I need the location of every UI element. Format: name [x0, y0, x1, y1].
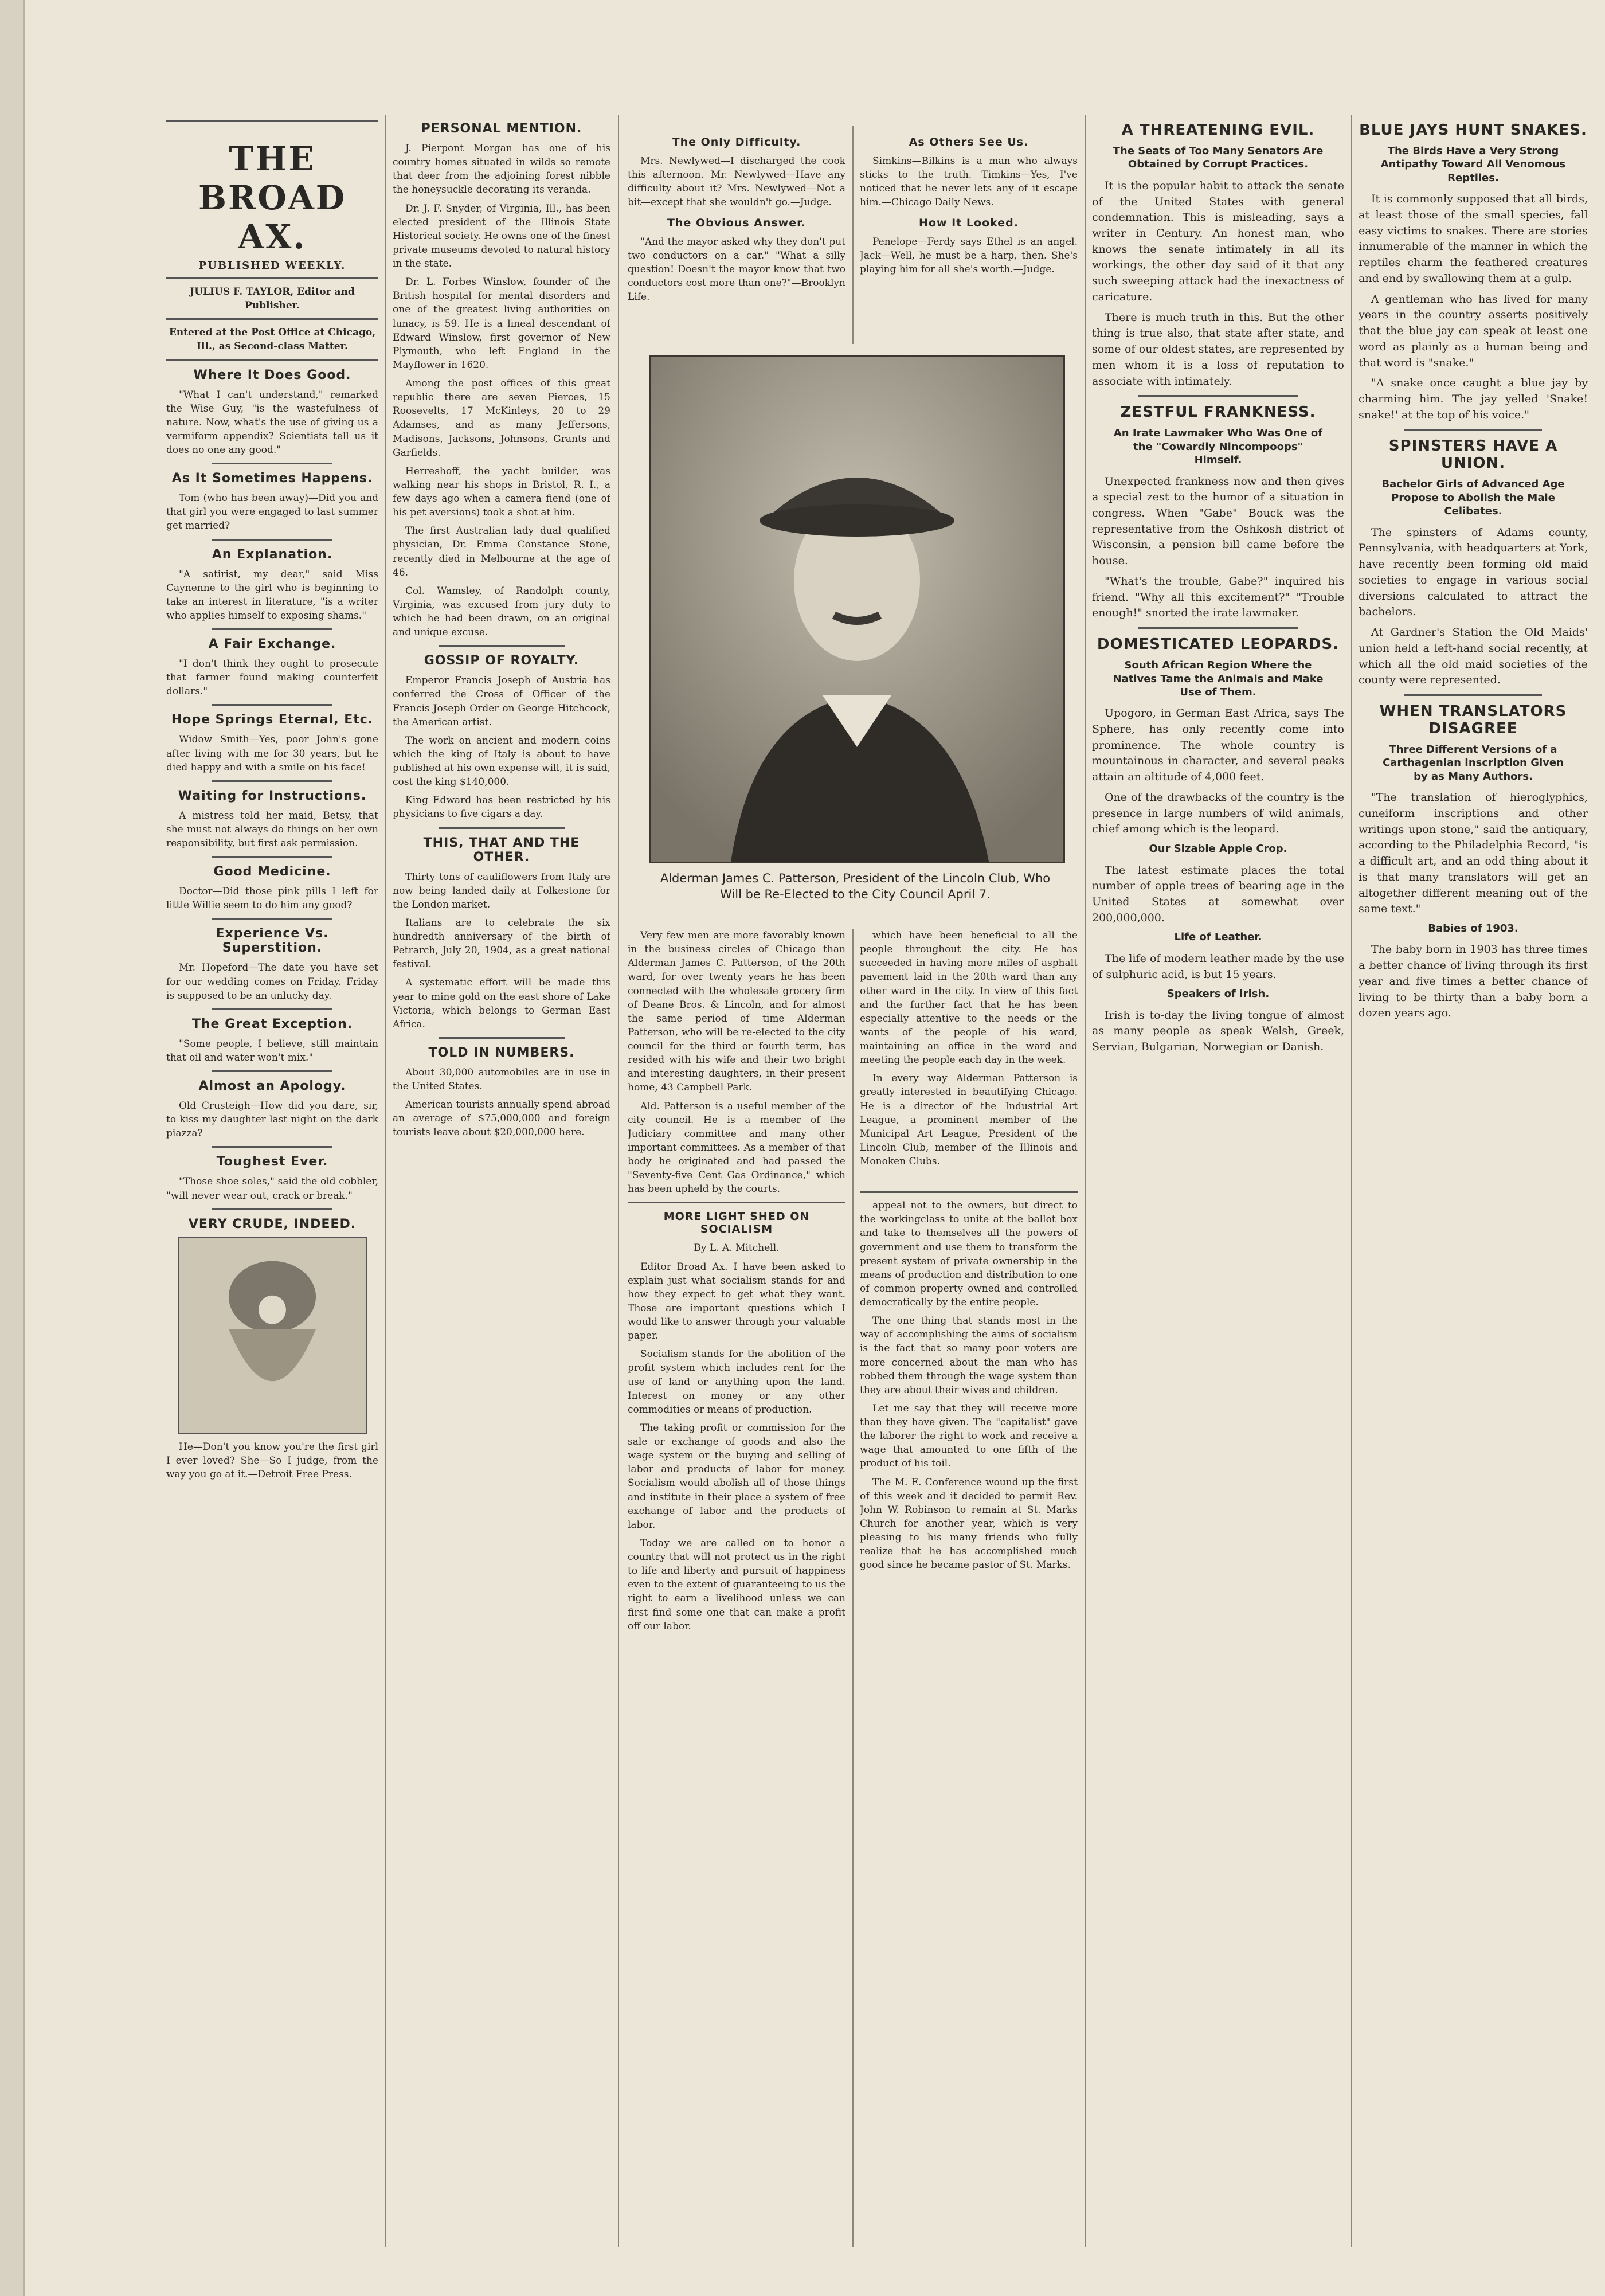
paragraph: Dr. L. Forbes Winslow, founder of the British hospital for mental disorders and one of the greatest living authorities on lunacy, is 59. He is a lineal descendant of Edward Winslow, first governor of New Plymouth, who left England in the Mayflower in 1620. [393, 276, 610, 371]
article-text: Doctor—Did those pink pills I left for little Willie seem to do him any good? [166, 886, 378, 912]
article-text: "And the mayor asked why they don't put two conductors on a car." "What a silly question! Doesn't the mayor know that two conductors cost more than one?"—Brooklyn Life. [628, 236, 845, 303]
article-head: Waiting for Instructions. [178, 788, 367, 803]
divider [212, 628, 332, 630]
paragraph: which have been beneficial to all the people throughout the city. He has succeeded in having more miles of asphalt pavement laid in the 20th ward than any other ward in the city. In view of this fact and the further fact that he has been especially attentive to the needs or the wants of the people of his ward, maintaining an office in the ward and meeting the people each day in the week. [860, 930, 1078, 1066]
article-head: Good Medicine. [213, 865, 331, 879]
portrait-photo [649, 355, 1065, 863]
cartoon-caption: He—Don't you know you're the first girl I ever loved? She—So I judge, from the way you go at it.—Detroit Free Press. [166, 1441, 378, 1480]
paragraph: American tourists annually spend abroad an average of $75,000,000 and foreign tourists leave about $20,000,000 here. [393, 1099, 610, 1139]
paragraph: Dr. J. F. Snyder, of Virginia, Ill., has been elected president of the Illinois State Historical society. He owns one of the finest private museums devoted to natural history in the state. [393, 202, 610, 269]
article-head: How It Looked. [919, 216, 1019, 229]
article-head: Where It Does Good. [193, 367, 351, 382]
divider [166, 277, 378, 279]
divider [212, 463, 332, 464]
article-text: Mrs. Newlywed—I discharged the cook this afternoon. Mr. Newlywed—Have any difficulty about it? Mrs. Newlywed—Not a bit—except that she wouldn't go.—Judge. [628, 155, 845, 209]
section-subhead: Three Different Versions of a Carthagenian Inscription Given by as Many Authors. [1383, 743, 1564, 783]
article-text: "A satirist, my dear," said Miss Caynenne to the girl who is beginning to take an interest in literature, "is a writer who applies himself to exposing shams." [166, 568, 378, 621]
paragraph: One of the drawbacks of the country is the presence in large numbers of wild animals, chief among which is the leopard. [1092, 791, 1344, 836]
cartoon-illustration [178, 1237, 367, 1434]
paragraph: Unexpected frankness now and then gives a special zest to the humor of a situation in congress. When "Gabe" Bouck was the representative from the Oshkosh district of Wisconsin, a pension bill came before the house. [1092, 475, 1344, 568]
top-strip-right [860, 129, 1078, 341]
article-head: Toughest Ever. [216, 1155, 328, 1169]
paragraph: Col. Wamsley, of Randolph county, Virginia, was excused from jury duty to which he had been drawn, on an original and unique excuse. [393, 585, 610, 639]
article-text: "Those shoe soles," said the old cobbler, "will never wear out, crack or break." [166, 1176, 378, 1202]
section-subhead: The Birds Have a Very Strong Antipathy Toward All Venomous Reptiles. [1380, 145, 1566, 184]
section-subhead: Babies of 1903. [1428, 922, 1518, 935]
paragraph: The work on ancient and modern coins which the king of Italy is about to have published at his own expense will, it is said, cost the king $140,000. [393, 734, 610, 788]
section-head: DOMESTICATED LEOPARDS. [1097, 636, 1340, 654]
paragraph: It is the popular habit to attack the senate of the United States with general condemnation. This is misleading, says a writer in Century. An honest man, who knows the senate intimately in all its workings, the other day said of it that any such sweeping attack had the inexactness of caricature. [1092, 179, 1344, 303]
column-5 [1359, 115, 1588, 2264]
center-column-left [628, 929, 845, 2264]
paragraph: Ald. Patterson is a useful member of the city council. He is a member of the Judiciary committee and many other important committees. As a member of that body he originated and had passed the "Seventy-five Cent Gas Ordinance," which has been upheld by the courts. [628, 1100, 845, 1195]
article-head: The Only Difficulty. [672, 136, 801, 148]
section-subhead: Our Sizable Apple Crop. [1149, 843, 1287, 855]
column-rule [852, 126, 854, 344]
article-text: Tom (who has been away)—Did you and that girl you were engaged to last summer get married? [166, 492, 378, 532]
divider [628, 1202, 845, 1203]
paragraph: There is much truth in this. But the other thing is true also, that state after state, and some of our oldest states, are represented by men whom it is a loss of reputation to associate with intimately. [1092, 311, 1344, 388]
divider [439, 645, 565, 647]
paragraph: "What's the trouble, Gabe?" inquired his friend. "Why all this excitement?" "Trouble enough!" snorted the irate lawmaker. [1092, 574, 1344, 620]
paragraph: J. Pierpont Morgan has one of his country homes situated in wilds so remote that deer from the adjoining forest nibble the honeysuckle decorating its veranda. [393, 143, 610, 196]
divider [166, 120, 378, 122]
divider [212, 918, 332, 920]
section-head: ZESTFUL FRANKNESS. [1120, 404, 1316, 421]
divider [212, 539, 332, 541]
masthead-subtitle: PUBLISHED WEEKLY. [198, 260, 346, 272]
paragraph: Thirty tons of cauliflowers from Italy are now being landed daily at Folkestone for the London market. [393, 871, 610, 910]
section-head: MORE LIGHT SHED ON SOCIALISM [663, 1210, 810, 1236]
article-text: Old Crusteigh—How did you dare, sir, to kiss my daughter last night on the dark piazza? [166, 1100, 378, 1140]
article-text: "I don't think they ought to prosecute that farmer found making counterfeit dollars." [166, 658, 378, 698]
divider [1138, 627, 1298, 629]
page-edge [0, 0, 25, 2296]
cartoon-drawing [179, 1238, 366, 1433]
section-head: A THREATENING EVIL. [1121, 122, 1315, 139]
column-1 [166, 115, 378, 2264]
photo-caption: Alderman James C. Patterson, President of the Lincoln Club, Who Will be Re-Elected to the City Council April 7. [660, 871, 1051, 902]
section-head: SPINSTERS HAVE A UNION. [1388, 437, 1558, 472]
article-head: An Explanation. [212, 547, 333, 562]
section-subhead: Life of Leather. [1174, 931, 1262, 944]
divider [166, 359, 378, 361]
paragraph: It is commonly supposed that all birds, at least those of the small species, fall easy victims to snakes. There are stories innumerable of the manner in which the reptiles charm the feathered creatures and end by swallowing them at a gulp. [1359, 193, 1588, 285]
section-head: THIS, THAT AND THE OTHER. [423, 835, 580, 865]
section-subhead: South African Region Where the Natives Tame the Animals and Make Use of Them. [1113, 659, 1324, 698]
paragraph: In every way Alderman Patterson is greatly interested in beautifying Chicago. He is a director of the Industrial Art League, a prominent member of the Municipal Art League, President of the Lincoln Club, member of the Illinois and Monoken Clubs. [860, 1073, 1078, 1167]
paragraph: Editor Broad Ax. I have been asked to explain just what socialism stands for and how they expect to get what they want. Those are important questions which I would like to answer through your valuable paper. [628, 1261, 845, 1342]
paragraph: "A snake once caught a blue jay by charming him. The jay yelled 'Snake! snake!' at the top of his voice." [1359, 377, 1588, 421]
article-text: Simkins—Bilkins is a man who always sticks to the truth. Timkins—Yes, I've noticed that he never lets any of it escape him.—Chicago Daily News. [860, 155, 1078, 209]
masthead-title: THE BROAD AX. [198, 139, 347, 256]
photo-caption-box [649, 866, 1062, 912]
paragraph: Herreshoff, the yacht builder, was walking near his shops in Bristol, R. I., a few days ago when a camera fiend (one of his pet aversions) took a shot at him. [393, 465, 610, 519]
section-head: TOLD IN NUMBERS. [428, 1045, 575, 1060]
column-rule [852, 929, 854, 2247]
article-text: "Some people, I believe, still maintain that oil and water won't mix." [166, 1038, 378, 1063]
center-column-right [860, 929, 1078, 2264]
divider [212, 780, 332, 782]
publisher-line: JULIUS F. TAYLOR, Editor and Publisher. [190, 286, 355, 312]
section-subhead: An Irate Lawmaker Who Was One of the "Cowardly Nincompoops" Himself. [1113, 427, 1323, 467]
paragraph: Upogoro, in German East Africa, says The Sphere, has only recently come into prominence. The whole country is mountainous in character, and several peaks attain an altitude of 4,000 feet. [1092, 707, 1344, 784]
column-rule [385, 115, 386, 2247]
article-head: Hope Springs Eternal, Etc. [171, 713, 374, 727]
paragraph: Irish is to-day the living tongue of almost as many people as speak Welsh, Greek, Servian, Bulgarian, Norwegian or Danish. [1092, 1008, 1344, 1054]
column-rule [618, 115, 619, 2247]
section-subhead: Bachelor Girls of Advanced Age Propose to Abolish the Male Celibates. [1381, 478, 1565, 518]
section-subhead: Speakers of Irish. [1166, 988, 1270, 1000]
divider [860, 1191, 1078, 1193]
divider [212, 1208, 332, 1210]
divider [439, 1037, 565, 1039]
article-text: A mistress told her maid, Betsy, that she must not always do things on her own responsibility, but first ask permission. [166, 809, 378, 849]
section-head: PERSONAL MENTION. [421, 122, 582, 136]
paragraph: Very few men are more favorably known in the business circles of Chicago than Alderman James C. Patterson, of the 20th ward, for over twenty years he has been connected with the wholesale grocery firm of Deane Bros. & Lincoln, and for almost the same period of time Alderman Patterson, who will be re-elected to the city council for the third or fourth term, has resided with his wife and their two bright and interesting daughters, in their present home, 43 Campbell Park. [628, 930, 845, 1094]
section-head: GOSSIP OF ROYALTY. [424, 654, 580, 668]
section-head: WHEN TRANSLATORS DISAGREE [1379, 702, 1567, 737]
paragraph: "The translation of hieroglyphics, cuneiform inscriptions and other writings upon stone," said the antiquary, according to the Philadelphia Record, "is a difficult art, and an odd thing about it is that many translators will get an altogether different meaning out of the same text." [1359, 791, 1588, 916]
article-text: "What I can't understand," remarked the Wise Guy, "is the wastefulness of nature. Now, what's the use of giving us a vermiform appendix? Scientists tell us it does no one any good." [166, 389, 378, 456]
paragraph: The M. E. Conference wound up the first of this week and it decided to permit Rev. John W. Robinson to remain at St. Marks Church for another year, which is very pleasing to his many friends who fully realize that he has accomplished much good since he became pastor of St. Marks. [860, 1476, 1078, 1571]
divider [1138, 395, 1298, 397]
paragraph: The life of modern leather made by the use of sulphuric acid, is but 15 years. [1092, 952, 1344, 981]
paragraph: The taking profit or commission for the sale or exchange of goods and also the wage system or the buying and selling of labor and products of labor for money. Socialism would abolish all of those things and institute in their place a system of free exchange of labor and the products of labor. [628, 1422, 845, 1531]
divider [212, 1008, 332, 1010]
paragraph: Today we are called on to honor a country that will not protect us in the right to life and liberty and pursuit of happiness even to the extent of guaranteeing to us the right to earn a livelihood unless we can first find some one that can make a profit off our labor. [628, 1537, 845, 1632]
article-text: Widow Smith—Yes, poor John's gone after living with me for 30 years, but he died happy and with a smile on his face! [166, 734, 378, 773]
article-head: Experience Vs. Superstition. [216, 926, 329, 956]
divider [212, 856, 332, 858]
column-4 [1092, 115, 1344, 2264]
section-head: BLUE JAYS HUNT SNAKES. [1359, 122, 1587, 139]
article-head: As Others See Us. [909, 136, 1029, 148]
portrait-image [651, 357, 1063, 862]
paragraph: A systematic effort will be made this year to mine gold on the east shore of Lake Victoria, which belongs to German East Africa. [393, 977, 610, 1030]
divider [212, 1070, 332, 1072]
paragraph: The latest estimate places the total number of apple trees of bearing age in the United States at somewhat over 200,000,000. [1092, 863, 1344, 924]
column-rule [1085, 115, 1086, 2247]
paragraph: The one thing that stands most in the way of accomplishing the aims of socialism is the fact that so many poor voters are more concerned about the man who has robbed them through the wage system than they are about their wives and children. [860, 1315, 1078, 1396]
paragraph: Among the post offices of this great republic there are seven Pierces, 15 Roosevelts, 17 McKinleys, 20 to 29 Adamses, and as many Jeffersons, Madisons, Jacksons, Johnsons, Grants and Garfields. [393, 378, 610, 459]
paragraph: Let me say that they will receive more than they have given. The "capitalist" gave the laborer the right to work and receive a wage that amounted to one fifth of the product of his toil. [860, 1402, 1078, 1470]
paragraph: Italians are to celebrate the six hundredth anniversary of the birth of Petrarch, July 20, 1904, as a great national festival. [393, 917, 610, 971]
article-head: Almost an Apology. [198, 1079, 346, 1093]
entered-line: Entered at the Post Office at Chicago, Ill., as Second-class Matter. [169, 327, 376, 353]
column-2 [393, 115, 610, 2264]
article-head: A Fair Exchange. [208, 637, 336, 651]
paragraph: appeal not to the owners, but direct to the workingclass to unite at the ballot box and take to themselves all the powers of government and use them to transform the present system of private ownership in the means of production and distribution to one of common property owned and controlled democratically by the entire people. [860, 1200, 1078, 1308]
divider [212, 1146, 332, 1148]
article-text: Penelope—Ferdy says Ethel is an angel. Jack—Well, he must be a harp, then. She's playing him for all she's worth.—Judge. [860, 236, 1078, 275]
column-rule [1351, 115, 1352, 2247]
cartoon-head: VERY CRUDE, INDEED. [188, 1217, 357, 1231]
paragraph: A gentleman who has lived for many years in the country asserts positively that the blue jay can speak at least one word as plainly as a human being and that word is "snake." [1359, 292, 1588, 369]
paragraph: The spinsters of Adams county, Pennsylvania, with headquarters at York, have recently been forming old maid societies to engage in various social diversions calculated to attract the bachelors. [1359, 526, 1588, 619]
paragraph: At Gardner's Station the Old Maids' union held a left-hand social recently, at which all the old maid societies of the county were represented. [1359, 626, 1588, 687]
divider [1404, 694, 1542, 696]
paragraph: The baby born in 1903 has three times a better chance of living through its first year and five times a better chance of living to be thirty than a baby born a dozen years ago. [1359, 943, 1588, 1020]
section-subhead: The Seats of Too Many Senators Are Obtained by Corrupt Practices. [1113, 145, 1324, 171]
article-text: Mr. Hopeford—The date you have set for our wedding comes on Friday. Friday is supposed to be an unlucky day. [166, 962, 378, 1002]
divider [439, 827, 565, 829]
paragraph: Emperor Francis Joseph of Austria has conferred the Cross of Officer of the Francis Joseph Order on George Hitchcock, the American artist. [393, 675, 610, 728]
divider [166, 318, 378, 320]
paragraph: The first Australian lady dual qualified physician, Dr. Emma Constance Stone, recently died in Melbourne at the age of 46. [393, 525, 610, 578]
divider [212, 704, 332, 706]
paragraph: King Edward has been restricted by his physicians to five cigars a day. [393, 795, 610, 820]
article-head: The Great Exception. [191, 1016, 353, 1031]
article-head: The Obvious Answer. [667, 216, 806, 229]
paragraph: About 30,000 automobiles are in use in the United States. [393, 1066, 610, 1092]
paragraph: Socialism stands for the abolition of the profit system which includes rent for the use of land or anything upon the land. Interest on money or any other commodities or means of production. [628, 1348, 845, 1415]
article-head: As It Sometimes Happens. [171, 471, 373, 486]
byline: By L. A. Mitchell. [694, 1242, 780, 1254]
divider [1404, 429, 1542, 431]
top-strip-left [628, 129, 845, 341]
